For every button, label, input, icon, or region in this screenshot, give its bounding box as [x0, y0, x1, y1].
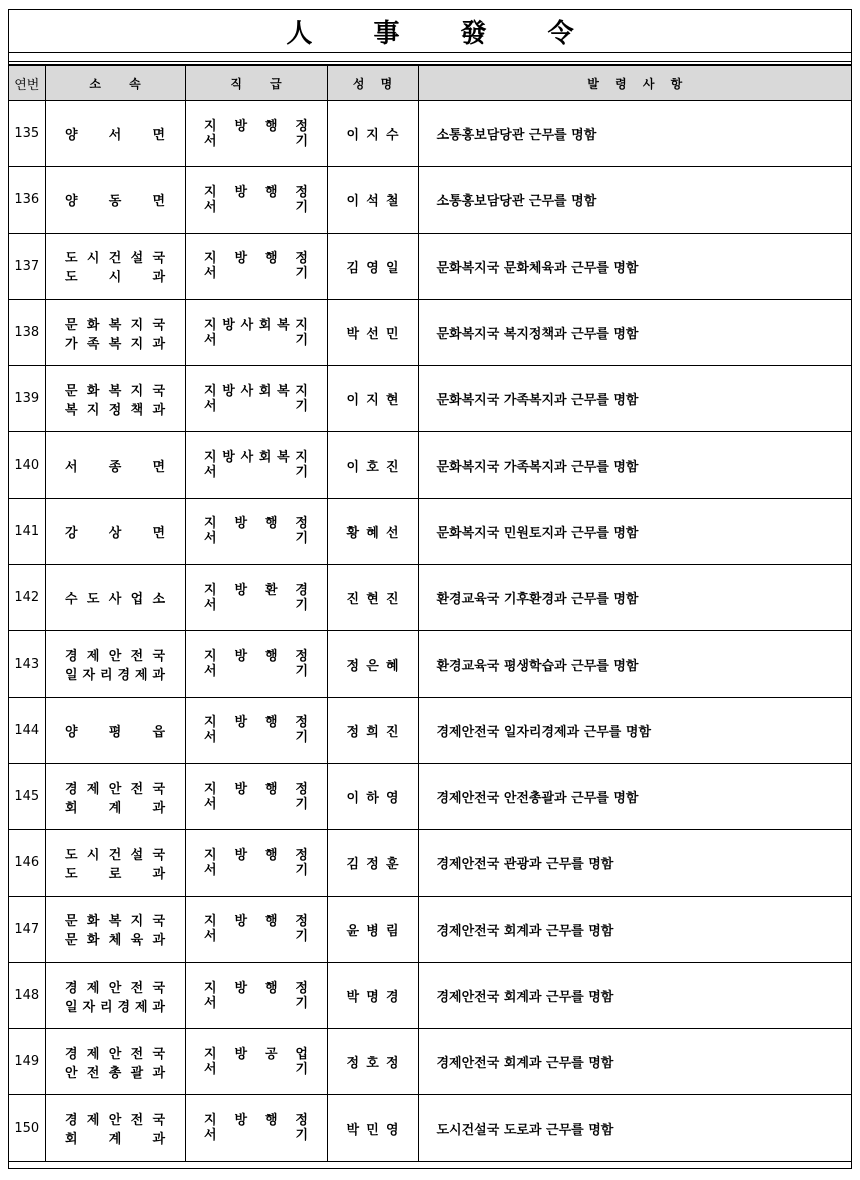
department-line: 경 제 안 전 국	[65, 1113, 165, 1129]
row-person-name: 이 하 영	[327, 763, 418, 829]
row-order-note: 문화복지국 문화체육과 근무를 명함	[418, 233, 851, 299]
row-person-name: 이 지 현	[327, 366, 418, 432]
grade-line: 지 방 환 경	[204, 582, 308, 598]
row-grade	[185, 830, 327, 896]
row-department	[45, 101, 185, 167]
row-grade	[185, 498, 327, 564]
row-department	[45, 1029, 185, 1095]
row-grade	[185, 1029, 327, 1095]
grade-sub-line: 서 기	[204, 133, 308, 149]
row-number: 144	[9, 697, 45, 763]
row-order-note: 소통홍보담당관 근무를 명함	[418, 101, 851, 167]
row-grade	[185, 763, 327, 829]
row-number: 138	[9, 299, 45, 365]
department-line: 양 평 읍	[65, 724, 165, 740]
row-order-note: 환경교육국 평생학습과 근무를 명함	[418, 631, 851, 697]
row-order-note: 소통홍보담당관 근무를 명함	[418, 167, 851, 233]
table-row	[9, 233, 851, 299]
grade-sub-line: 서 기	[204, 730, 308, 746]
row-order-note: 문화복지국 복지정책과 근무를 명함	[418, 299, 851, 365]
table-row	[9, 896, 851, 962]
table-row	[9, 631, 851, 697]
row-department	[45, 1095, 185, 1161]
grade-line: 지 방 행 정	[204, 980, 308, 996]
department-sub-line: 도 시 과	[65, 270, 165, 286]
row-order-note: 문화복지국 민원토지과 근무를 명함	[418, 498, 851, 564]
row-department	[45, 631, 185, 697]
row-grade	[185, 432, 327, 498]
grade-line: 지 방 사 회 복 지	[204, 383, 308, 399]
table-row	[9, 1029, 851, 1095]
row-person-name: 박 선 민	[327, 299, 418, 365]
row-person-name: 황 혜 선	[327, 498, 418, 564]
grade-line: 지 방 행 정	[204, 781, 308, 797]
row-grade	[185, 565, 327, 631]
grade-line: 지 방 행 정	[204, 516, 308, 532]
department-line: 양 동 면	[65, 194, 165, 210]
department-line: 경 제 안 전 국	[65, 781, 165, 797]
row-number: 136	[9, 167, 45, 233]
table-row	[9, 299, 851, 365]
department-line: 문 화 복 지 국	[65, 383, 165, 399]
row-grade	[185, 896, 327, 962]
grade-sub-line: 서 기	[204, 531, 308, 547]
row-number: 146	[9, 830, 45, 896]
department-line: 경 제 안 전 국	[65, 980, 165, 996]
table-row	[9, 962, 851, 1028]
department-sub-line: 안 전 총 괄 과	[65, 1065, 165, 1081]
row-person-name: 정 은 혜	[327, 631, 418, 697]
department-sub-line: 일 자 리 경 제 과	[65, 668, 165, 684]
grade-line: 지 방 행 정	[204, 118, 308, 134]
grade-sub-line: 서 기	[204, 199, 308, 215]
table-row	[9, 167, 851, 233]
row-number: 141	[9, 498, 45, 564]
row-grade	[185, 697, 327, 763]
row-person-name: 정 호 정	[327, 1029, 418, 1095]
row-department	[45, 565, 185, 631]
grade-sub-line: 서 기	[204, 929, 308, 945]
header-grade: 직 급	[185, 65, 327, 101]
grade-sub-line: 서 기	[204, 398, 308, 414]
row-person-name: 박 민 영	[327, 1095, 418, 1161]
row-person-name: 김 정 훈	[327, 830, 418, 896]
document-title: 人 事 發 令	[286, 18, 600, 49]
row-grade	[185, 1095, 327, 1161]
department-line: 도 시 건 설 국	[65, 847, 165, 863]
row-person-name: 이 지 수	[327, 101, 418, 167]
row-number: 143	[9, 631, 45, 697]
table-row	[9, 763, 851, 829]
header-name: 성 명	[327, 65, 418, 101]
row-number: 149	[9, 1029, 45, 1095]
personnel-order-document	[8, 9, 852, 1169]
row-number: 147	[9, 896, 45, 962]
grade-line: 지 방 행 정	[204, 184, 308, 200]
row-order-note: 경제안전국 회계과 근무를 명함	[418, 896, 851, 962]
grade-sub-line: 서 기	[204, 664, 308, 680]
row-number: 140	[9, 432, 45, 498]
department-line: 강 상 면	[65, 525, 165, 541]
row-order-note: 도시건설국 도로과 근무를 명함	[418, 1095, 851, 1161]
header-note: 발 령 사 항	[418, 65, 851, 101]
grade-line: 지 방 공 업	[204, 1046, 308, 1062]
row-grade	[185, 167, 327, 233]
row-number: 145	[9, 763, 45, 829]
table-row	[9, 432, 851, 498]
department-line: 문 화 복 지 국	[65, 914, 165, 930]
row-department	[45, 962, 185, 1028]
personnel-order-table	[9, 64, 851, 1162]
header-no: 연번	[9, 65, 45, 101]
row-order-note: 환경교육국 기후환경과 근무를 명함	[418, 565, 851, 631]
table-row	[9, 1095, 851, 1161]
table-row	[9, 830, 851, 896]
table-row	[9, 498, 851, 564]
row-grade	[185, 962, 327, 1028]
row-grade	[185, 233, 327, 299]
row-number: 150	[9, 1095, 45, 1161]
row-person-name: 진 현 진	[327, 565, 418, 631]
row-order-note: 경제안전국 회계과 근무를 명함	[418, 962, 851, 1028]
row-order-note: 경제안전국 안전총괄과 근무를 명함	[418, 763, 851, 829]
row-person-name: 이 호 진	[327, 432, 418, 498]
row-department	[45, 697, 185, 763]
grade-line: 지 방 사 회 복 지	[204, 317, 308, 333]
department-line: 양 서 면	[65, 128, 165, 144]
grade-sub-line: 서 기	[204, 796, 308, 812]
grade-sub-line: 서 기	[204, 332, 308, 348]
grade-sub-line: 서 기	[204, 597, 308, 613]
row-department	[45, 896, 185, 962]
department-sub-line: 회 계 과	[65, 800, 165, 816]
row-grade	[185, 101, 327, 167]
department-sub-line: 가 족 복 지 과	[65, 336, 165, 352]
table-body	[9, 101, 851, 1162]
department-line: 경 제 안 전 국	[65, 1046, 165, 1062]
table-row	[9, 565, 851, 631]
row-department	[45, 167, 185, 233]
table-row	[9, 101, 851, 167]
title-spacer	[9, 53, 851, 62]
department-sub-line: 복 지 정 책 과	[65, 402, 165, 418]
table-row	[9, 366, 851, 432]
row-person-name: 박 명 경	[327, 962, 418, 1028]
row-order-note: 문화복지국 가족복지과 근무를 명함	[418, 366, 851, 432]
department-sub-line: 일 자 리 경 제 과	[65, 999, 165, 1015]
grade-line: 지 방 행 정	[204, 649, 308, 665]
department-line: 문 화 복 지 국	[65, 317, 165, 333]
row-person-name: 김 영 일	[327, 233, 418, 299]
row-order-note: 경제안전국 일자리경제과 근무를 명함	[418, 697, 851, 763]
department-sub-line: 회 계 과	[65, 1132, 165, 1148]
document-title-bar	[9, 10, 851, 53]
row-person-name: 윤 병 림	[327, 896, 418, 962]
row-number: 139	[9, 366, 45, 432]
department-line: 서 종 면	[65, 459, 165, 475]
row-number: 148	[9, 962, 45, 1028]
grade-line: 지 방 행 정	[204, 847, 308, 863]
row-number: 142	[9, 565, 45, 631]
row-grade	[185, 631, 327, 697]
row-number: 137	[9, 233, 45, 299]
row-person-name: 이 석 철	[327, 167, 418, 233]
grade-line: 지 방 행 정	[204, 1113, 308, 1129]
row-order-note: 문화복지국 가족복지과 근무를 명함	[418, 432, 851, 498]
table-row	[9, 697, 851, 763]
row-department	[45, 763, 185, 829]
row-department	[45, 830, 185, 896]
grade-sub-line: 서 기	[204, 862, 308, 878]
grade-line: 지 방 행 정	[204, 914, 308, 930]
header-dept: 소 속	[45, 65, 185, 101]
row-department	[45, 299, 185, 365]
grade-line: 지 방 행 정	[204, 251, 308, 267]
row-order-note: 경제안전국 관광과 근무를 명함	[418, 830, 851, 896]
row-department	[45, 432, 185, 498]
grade-sub-line: 서 기	[204, 266, 308, 282]
department-line: 수 도 사 업 소	[65, 592, 165, 608]
grade-line: 지 방 행 정	[204, 715, 308, 731]
grade-sub-line: 서 기	[204, 1128, 308, 1144]
department-line: 도 시 건 설 국	[65, 251, 165, 267]
grade-sub-line: 서 기	[204, 995, 308, 1011]
department-line: 경 제 안 전 국	[65, 649, 165, 665]
row-department	[45, 366, 185, 432]
row-order-note: 경제안전국 회계과 근무를 명함	[418, 1029, 851, 1095]
department-sub-line: 도 로 과	[65, 866, 165, 882]
row-number: 135	[9, 101, 45, 167]
row-department	[45, 498, 185, 564]
table-header-row	[9, 65, 851, 101]
row-department	[45, 233, 185, 299]
grade-sub-line: 서 기	[204, 1061, 308, 1077]
grade-line: 지 방 사 회 복 지	[204, 450, 308, 466]
row-person-name: 정 희 진	[327, 697, 418, 763]
row-grade	[185, 366, 327, 432]
department-sub-line: 문 화 체 육 과	[65, 933, 165, 949]
grade-sub-line: 서 기	[204, 465, 308, 481]
row-grade	[185, 299, 327, 365]
